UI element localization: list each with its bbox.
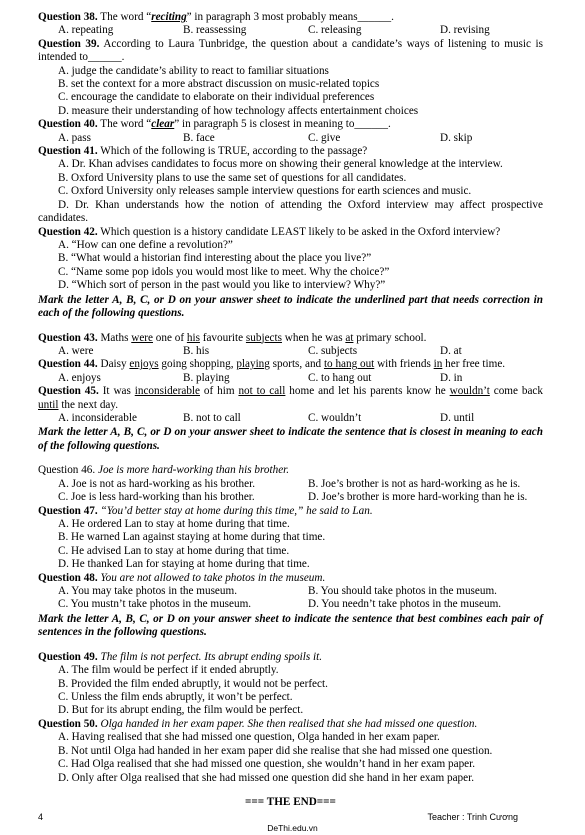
option: A. inconsiderable	[58, 411, 137, 424]
option: D. at	[440, 344, 462, 357]
option: B. Provided the film ended abruptly, it would not be perfect.	[58, 677, 328, 690]
question-45-options	[38, 412, 543, 425]
option: D. until	[440, 411, 475, 424]
question-46: Question 46. Joe is more hard-working than his brother.	[38, 464, 290, 477]
option: D. He thanked Lan for staying at home during that time.	[58, 558, 310, 571]
option: C. Had Olga realised that she had missed one question, she wouldn’t hand in her exam paper.	[58, 758, 476, 771]
question-48: Question 48. You are not allowed to take photos in the museum.	[38, 571, 326, 584]
option: A. enjoys	[58, 371, 101, 384]
option: D. Only after Olga realised that she had missed one question did she hand in her exam paper.	[58, 771, 474, 784]
option: A. Dr. Khan advises candidates to focus more on showing their general knowledge at the interview.	[58, 158, 503, 171]
option: C. Joe is less hard-working than his brother.	[58, 491, 255, 504]
question-40-options	[38, 132, 543, 145]
option: C. subjects	[308, 344, 358, 357]
question-46-options	[38, 478, 543, 505]
option: C. encourage the candidate to elaborate on their individual preferences	[58, 91, 375, 104]
exam-page	[38, 11, 543, 821]
option: C. wouldn’t	[308, 411, 362, 424]
question-40: Question 40. The word “clear” in paragraph 5 is closest in meaning to______.	[38, 118, 391, 131]
question-43-options	[38, 345, 543, 358]
option: C. Unless the film ends abruptly, it won’t be perfect.	[58, 691, 293, 704]
option: C. He advised Lan to stay at home during that time.	[58, 544, 290, 557]
option: B. his	[183, 344, 210, 357]
option: C. releasing	[308, 24, 362, 37]
question-47: Question 47. “You’d better stay at home during this time,” he said to Lan.	[38, 504, 373, 517]
option: D. skip	[440, 131, 473, 144]
option: A. Having realised that she had missed one question, Olga handed in her exam paper.	[58, 731, 440, 744]
page-number: 4	[38, 812, 44, 822]
section-instruction-error: Mark the letter A, B, C, or D on your answer sheet to indicate the underlined part that needs correction in each of the following questions.	[38, 293, 543, 319]
option: A. repeating	[58, 24, 114, 37]
option: A. Joe is not as hard-working as his brother.	[58, 477, 255, 490]
question-38-options	[38, 24, 543, 37]
option: D. “Which sort of person in the past would you like to interview? Why?”	[58, 279, 386, 292]
option: A. were	[58, 344, 94, 357]
question-38: Question 38. The word “reciting” in paragraph 3 most probably means______.	[38, 11, 394, 23]
section-instruction-meaning: Mark the letter A, B, C, or D on your answer sheet to indicate the sentence that is closest in meaning to each of the following questions.	[38, 426, 543, 452]
question-45: Question 45. It was inconsiderable of him not to call home and let his parents know he wouldn’t come back until the next day.	[38, 385, 543, 411]
option: C. Oxford University only releases sample interview questions for earth sciences and music.	[58, 185, 472, 198]
option: D. measure their understanding of how technology affects entertainment choices	[58, 104, 419, 117]
section-instruction-combine: Mark the letter A, B, C, or D on your answer sheet to indicate the sentence that best combines each pair of sentences in the following questions.	[38, 612, 543, 639]
option: B. reassessing	[183, 24, 247, 37]
option: B. face	[183, 131, 215, 144]
option: A. pass	[58, 131, 91, 144]
the-end-marker: === THE END===	[245, 796, 336, 809]
site-credit: DeThi.edu.vn	[267, 823, 318, 833]
question-50: Question 50. Olga handed in her exam paper. She then realised that she had missed one question.	[38, 717, 478, 730]
option: B. “What would a historian find interesting about the place you live?”	[58, 252, 372, 265]
option: D. revising	[440, 24, 490, 37]
question-41: Question 41. Which of the following is TRUE, according to the passage?	[38, 145, 368, 158]
question-39: Question 39. According to Laura Tunbridge, the question about a candidate’s ways of listening to music is intended to______.	[38, 37, 543, 64]
option: C. to hang out	[308, 371, 372, 384]
option: C. You mustn’t take photos in the museum.	[58, 598, 252, 611]
option: A. judge the candidate’s ability to react to familiar situations	[58, 64, 329, 77]
option: D. But for its abrupt ending, the film would be perfect.	[58, 704, 304, 717]
option: B. He warned Lan against staying at home during that time.	[58, 531, 326, 544]
option: D. in	[440, 371, 463, 384]
option: A. You may take photos in the museum.	[58, 585, 237, 598]
option: B. You should take photos in the museum.	[308, 585, 497, 598]
option: A. He ordered Lan to stay at home during that time.	[58, 518, 290, 530]
option: B. not to call	[183, 411, 241, 424]
option: A. The film would be perfect if it ended abruptly.	[58, 664, 279, 677]
option: C. give	[308, 131, 341, 144]
question-48-options	[38, 585, 543, 612]
teacher-credit: Teacher : Trinh Cương	[427, 812, 518, 822]
option: C. “Name some pop idols you would most like to meet. Why the choice?”	[58, 265, 390, 278]
option: A. “How can one define a revolution?”	[58, 238, 233, 251]
question-49: Question 49. The film is not perfect. Its abrupt ending spoils it.	[38, 650, 323, 663]
option: B. Oxford University plans to use the same set of questions for all candidates.	[58, 171, 407, 184]
question-44-options	[38, 372, 543, 385]
option: D. Joe’s brother is more hard-working than he is.	[308, 491, 528, 504]
question-42: Question 42. Which question is a history candidate LEAST likely to be asked in the Oxford interview?	[38, 225, 501, 238]
option: D. Dr. Khan understands how the notion of attending the Oxford interview may affect prospective candidates.	[38, 198, 543, 225]
option: B. Not until Olga had handed in her exam paper did she realise that she had missed one question.	[58, 744, 493, 757]
option: D. You needn’t take photos in the museum.	[308, 598, 502, 611]
option: B. playing	[183, 371, 230, 384]
question-44: Question 44. Daisy enjoys going shopping, playing sports, and to hang out with friends in her free time.	[38, 358, 506, 371]
option: B. Joe’s brother is not as hard-working as he is.	[308, 477, 521, 490]
option: B. set the context for a more abstract discussion on music-related topics	[58, 78, 380, 91]
question-43: Question 43. Maths were one of his favourite subjects when he was at primary school.	[38, 331, 427, 344]
